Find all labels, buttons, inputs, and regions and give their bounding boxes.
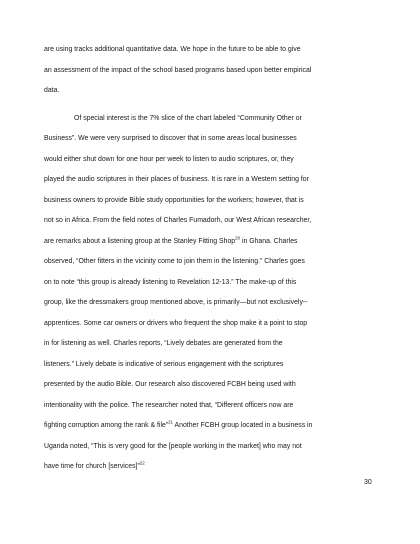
text-line: played the audio scriptures in their places of business. It is rare in a Western setting for	[44, 176, 309, 183]
text-line: an assessment of the impact of the school based programs based upon better empirical	[44, 66, 312, 74]
text-line: Uganda noted, “This is very good for the [people working in the market] who may not	[44, 442, 302, 450]
text-line-with-footnote	[44, 457, 382, 478]
paragraph-1	[44, 40, 382, 102]
body-text	[44, 40, 382, 478]
text-line-with-footnote	[44, 232, 382, 253]
text-segment: Another FCBH group located in a business in	[173, 422, 313, 429]
text-line: Of special interest is the 7% slice of the chart labeled “Community Other or	[74, 114, 302, 122]
text-line: group, like the dressmakers group mentioned above, is primarily—but not exclusively--	[44, 299, 308, 306]
text-segment: fighting corruption among the rank & file”	[44, 422, 169, 429]
text-line: would either shut down for one hour per week to listen to audio scriptures, or, they	[44, 155, 294, 163]
footnote-ref-22: 22	[139, 460, 145, 466]
text-line: on to note “this group is already listening to Revelation 12-13.” The make-up of this	[44, 278, 297, 286]
text-line: data.	[44, 87, 60, 94]
text-line: intentionality with the police. The researcher noted that, “Different officers now are	[44, 401, 294, 409]
paragraph-2	[44, 109, 382, 478]
text-line: Business”. We were very surprised to discover that in some areas local businesses	[44, 135, 297, 142]
text-segment: in Ghana. Charles	[240, 237, 298, 245]
footnote-ref-21: 21	[168, 419, 173, 425]
page-number: 30	[364, 479, 372, 486]
text-line-with-footnote	[44, 416, 382, 437]
text-line: observed, “Other fitters in the vicinity come to join them in the listening.” Charles goes	[44, 258, 305, 265]
text-line: listeners.” Lively debate is indicative of serious engagement with the scriptures	[44, 360, 284, 368]
footnote-ref-20: 20	[235, 235, 241, 241]
text-line: in for listening as well. Charles reports, “Lively debates are generated from the	[44, 340, 283, 347]
text-segment: have time for church [services]”	[44, 463, 140, 470]
text-segment: are remarks about a listening group at the Stanley Fitting Shop	[44, 237, 236, 245]
text-line: not so in Africa. From the field notes of Charles Fumadorh, our West African researcher,	[44, 217, 312, 224]
text-line: apprentices. Some car owners or drivers who frequent the shop make it a point to stop	[44, 319, 308, 327]
paragraph-spacer	[44, 102, 382, 109]
text-line: presented by the audio Bible. Our research also discovered FCBH being used with	[44, 381, 296, 388]
text-line: business owners to provide Bible study opportunities for the workers; however, that is	[44, 196, 304, 204]
text-line: are using tracks additional quantitative data. We hope in the future to be able to give	[44, 46, 301, 53]
